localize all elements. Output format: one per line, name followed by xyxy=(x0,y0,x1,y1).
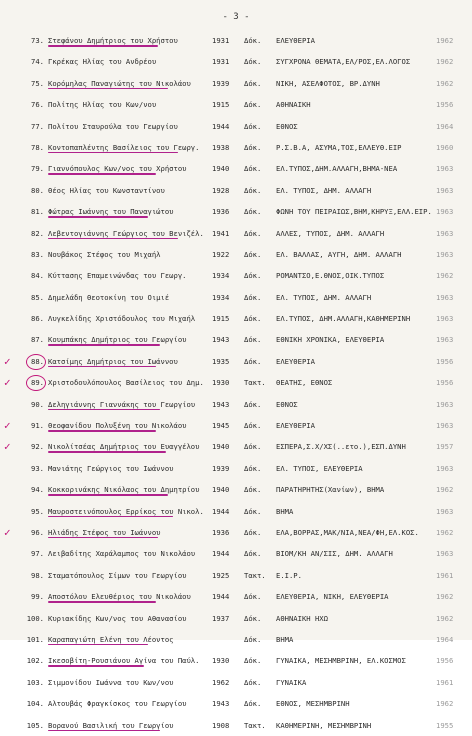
publications: ΑΛΛΕΣ, ΤΥΠΟΣ, ΔΗΜ. ΑΛΛΑΓΗ xyxy=(276,228,385,238)
entry-number: 89. xyxy=(31,378,44,388)
list-item xyxy=(0,265,472,286)
entry-number: 74. xyxy=(31,57,44,67)
member-category: Δόκ. xyxy=(244,634,262,644)
publications: ΘΕΑΤΗΣ, ΕΘΝΟΣ xyxy=(276,378,333,388)
registration-year: 1963 xyxy=(436,185,454,195)
member-name: Λυγκελίδης Χριστόδουλος του Μιχαήλ xyxy=(48,314,196,324)
list-item xyxy=(0,244,472,265)
entry-number: 91. xyxy=(31,421,44,431)
birth-year: 1936 xyxy=(212,207,230,217)
entry-number: 99. xyxy=(31,592,44,602)
entry-number: 94. xyxy=(31,485,44,495)
member-name: Κατσίμης Δημήτριος του Ιωάννου xyxy=(48,356,178,366)
member-name: Κορόμηλας Παναγιώτης του Νικολάου xyxy=(48,78,191,88)
member-name: Πολίτης Ηλίας του Κων/νου xyxy=(48,100,157,110)
member-name: Λειβαδίτης Χαράλαμπος του Νικολάου xyxy=(48,549,196,559)
member-category: Δόκ. xyxy=(244,442,262,452)
birth-year: 1937 xyxy=(212,613,230,623)
publications: ΕΘΝΟΣ, ΜΕΣΗΜΒΡΙΝΗ xyxy=(276,699,350,709)
birth-year: 1941 xyxy=(212,228,230,238)
member-category: Δόκ. xyxy=(244,78,262,88)
entry-number: 105. xyxy=(26,720,44,730)
birth-year: 1936 xyxy=(212,527,230,537)
birth-year: 1944 xyxy=(212,549,230,559)
entry-number: 77. xyxy=(31,121,44,131)
entry-number: 100. xyxy=(26,613,44,623)
birth-year: 1939 xyxy=(212,78,230,88)
member-name: Δημελάδη Θεοτοκίνη του Οιμιέ xyxy=(48,292,170,302)
member-name: Καραπαγιώτη Ελένη του Λέοντος xyxy=(48,634,174,644)
entry-number: 96. xyxy=(31,527,44,537)
publications: ΕΛΕΥΘΕΡΙΑ xyxy=(276,36,315,45)
member-category: Δόκ. xyxy=(244,207,262,217)
registration-year: 1963 xyxy=(436,314,454,324)
entry-number: 83. xyxy=(31,249,44,259)
birth-year: 1943 xyxy=(212,399,230,409)
list-item xyxy=(0,501,472,522)
member-category: Δόκ. xyxy=(244,549,262,559)
entry-number: 92. xyxy=(31,442,44,452)
list-item xyxy=(0,329,472,350)
birth-year: 1925 xyxy=(212,570,230,580)
entry-number: 75. xyxy=(31,78,44,88)
list-item xyxy=(0,394,472,415)
registration-year: 1955 xyxy=(436,720,454,730)
member-category: Δόκ. xyxy=(244,677,262,687)
registration-year: 1963 xyxy=(436,228,454,238)
entry-number: 84. xyxy=(31,271,44,281)
entry-number: 97. xyxy=(31,549,44,559)
publications: ΒΙΟΜ/ΚΗ ΑΝ/ΣΙΣ, ΔΗΜ. ΑΛΛΑΓΗ xyxy=(276,549,393,559)
registration-year: 1962 xyxy=(436,613,454,623)
registration-year: 1961 xyxy=(436,677,454,687)
member-name: Σταματόπουλος Σίμων του Γεωργίου xyxy=(48,570,187,580)
member-category: Δόκ. xyxy=(244,506,262,516)
list-item xyxy=(0,308,472,329)
list-item xyxy=(0,287,472,308)
publications: ΓΥΝΑΙΚΑ, ΜΕΣΗΜΒΡΙΝΗ, ΕΛ.ΚΟΣΜΟΣ xyxy=(276,656,406,666)
member-name: Σιμμονίδου Ιωάννα του Κων/νου xyxy=(48,677,174,687)
entry-number: 95. xyxy=(31,506,44,516)
list-item xyxy=(0,586,472,607)
publications: ΕΛ.ΤΥΠΟΣ, ΔΗΜ.ΑΛΛΑΓΗ,ΚΑΘΗΜΕΡΙΝΗ xyxy=(276,314,411,324)
publications: ΕΛΕΥΘΕΡΙΑ xyxy=(276,356,315,366)
pen-underline xyxy=(48,451,166,453)
member-category: Τακτ. xyxy=(244,570,266,580)
publications: ΑΘΗΝΑΙΚΗ xyxy=(276,100,311,110)
list-item xyxy=(0,715,472,736)
birth-year: 1928 xyxy=(212,185,230,195)
registration-year: 1964 xyxy=(436,121,454,131)
member-name: Κοντοπαπλέντης Βασίλειος του Γεωργ. xyxy=(48,142,200,152)
entry-number: 79. xyxy=(31,164,44,174)
entry-number: 80. xyxy=(31,185,44,195)
member-name: Χριστοδουλόπουλος Βασίλειος του Δημ. xyxy=(48,378,204,388)
member-category: Δόκ. xyxy=(244,121,262,131)
list-item xyxy=(0,458,472,479)
publications: ΡΟΜΑΝΤΣΟ,Ε.ΘΝΟΣ,ΟΙΚ.ΤΥΠΟΣ xyxy=(276,271,385,281)
member-category: Δόκ. xyxy=(244,656,262,666)
member-category: Δόκ. xyxy=(244,164,262,174)
birth-year: 1934 xyxy=(212,292,230,302)
member-category: Δόκ. xyxy=(244,527,262,537)
member-name: Κουμπάκης Δημήτριος του Γεωργίου xyxy=(48,335,187,345)
member-name: Στεφάνου Δημήτριος του Χρήστου xyxy=(48,36,178,45)
list-item xyxy=(0,137,472,158)
registration-year: 1962 xyxy=(436,485,454,495)
page-number: - 3 - xyxy=(222,12,250,22)
entry-number: 78. xyxy=(31,142,44,152)
entry-number: 85. xyxy=(31,292,44,302)
registration-year: 1963 xyxy=(436,549,454,559)
registration-year: 1956 xyxy=(436,378,454,388)
registration-year: 1956 xyxy=(436,356,454,366)
publications: ΕΣΠΕΡΑ,Σ.Χ/ΧΣ(..ετο.),ΕΣΠ.ΔΥΝΗ xyxy=(276,442,406,452)
pen-underline xyxy=(48,173,156,175)
list-item xyxy=(0,608,472,629)
pen-underline xyxy=(48,45,158,47)
publications: ΕΛ. ΒΑΛΛΑΣ, ΑΥΓΗ, ΔΗΜ. ΑΛΛΑΓΗ xyxy=(276,249,402,259)
entry-number: 87. xyxy=(31,335,44,345)
publications: ΕΘΝΟΣ xyxy=(276,399,298,409)
entry-number: 104. xyxy=(26,699,44,709)
check-mark-icon: ✓ xyxy=(4,440,11,454)
member-name: Μαυροστεινόπουλος Ερρίκος του Νικολ. xyxy=(48,506,204,516)
member-category: Δόκ. xyxy=(244,421,262,431)
member-category: Δόκ. xyxy=(244,335,262,345)
registration-year: 1956 xyxy=(436,656,454,666)
member-category: Δόκ. xyxy=(244,185,262,195)
birth-year: 1934 xyxy=(212,271,230,281)
member-category: Δόκ. xyxy=(244,356,262,366)
birth-year: 1940 xyxy=(212,485,230,495)
publications: ΝΙΚΗ, ΑΣΕΛΦΟΤΟΣ, ΒΡ.ΔΥΝΗ xyxy=(276,78,380,88)
list-item xyxy=(0,73,472,94)
entry-number: 76. xyxy=(31,100,44,110)
publications: ΕΘΝΙΚΗ ΧΡΟΝΙΚΑ, ΕΛΕΥΘΕΡΙΑ xyxy=(276,335,385,345)
member-category: Δόκ. xyxy=(244,228,262,238)
pen-underline xyxy=(48,216,148,218)
pen-underline xyxy=(48,601,156,603)
member-category: Δόκ. xyxy=(244,592,262,602)
member-name: Αποστόλου Ελευθέριος του Νικολάου xyxy=(48,592,191,602)
member-name: Ηλιάδης Στέφος του Ιωάννου xyxy=(48,527,161,537)
pen-underline xyxy=(48,730,160,732)
publications: ΣΥΓΧΡΟΝΑ ΘΕΜΑΤΑ,ΕΛ/ΡΟΣ,ΕΛ.ΛΟΓΟΣ xyxy=(276,57,411,67)
member-list xyxy=(0,30,472,736)
member-name: Κοκκορινάκης Νικόλαος του Δημητρίου xyxy=(48,485,200,495)
list-item xyxy=(0,116,472,137)
member-category: Τακτ. xyxy=(244,720,266,730)
registration-year: 1960 xyxy=(436,142,454,152)
registration-year: 1962 xyxy=(436,271,454,281)
member-category: Δόκ. xyxy=(244,271,262,281)
registration-year: 1963 xyxy=(436,463,454,473)
birth-year: 1915 xyxy=(212,314,230,324)
member-name: Φώτρας Ιωάννης του Παναγιώτου xyxy=(48,207,174,217)
list-item xyxy=(0,51,472,72)
birth-year: 1943 xyxy=(212,335,230,345)
check-mark-icon: ✓ xyxy=(4,525,11,539)
check-mark-icon: ✓ xyxy=(4,376,11,390)
birth-year: 1930 xyxy=(212,656,230,666)
list-item xyxy=(0,693,472,714)
list-item xyxy=(0,158,472,179)
list-item xyxy=(0,479,472,500)
member-name: Θέος Ηλίας του Κωνσταντίνου xyxy=(48,185,165,195)
publications: ΚΑΘΗΜΕΡΙΝΗ, ΜΕΣΗΜΒΡΙΝΗ xyxy=(276,720,372,730)
birth-year: 1943 xyxy=(212,699,230,709)
member-name: Νουβάκος Στέφος του Μιχαήλ xyxy=(48,249,161,259)
member-category: Δόκ. xyxy=(244,142,262,152)
birth-year: 1938 xyxy=(212,142,230,152)
birth-year: 1931 xyxy=(212,36,230,45)
entry-number: 102. xyxy=(26,656,44,666)
registration-year: 1963 xyxy=(436,399,454,409)
entry-number: 88. xyxy=(31,356,44,366)
member-name: Νικολίτσέας Δημήτριος του Ευαγγέλου xyxy=(48,442,200,452)
registration-year: 1963 xyxy=(436,164,454,174)
registration-year: 1963 xyxy=(436,421,454,431)
publications: ΕΛ. ΤΥΠΟΣ, ΕΛΕΥΘΕΡΙΑ xyxy=(276,463,363,473)
entry-number: 93. xyxy=(31,463,44,473)
member-name: Πολίτου Σταυρούλα του Γεωργίου xyxy=(48,121,178,131)
publications: ΕΛΕΥΘΕΡΙΑ xyxy=(276,421,315,431)
birth-year: 1940 xyxy=(212,442,230,452)
registration-year: 1962 xyxy=(436,36,454,45)
publications: ΠΑΡΑΤΗΡΗΤΗΣ(Χανίων), ΒΗΜΑ xyxy=(276,485,385,495)
birth-year: 1944 xyxy=(212,121,230,131)
member-category: Δόκ. xyxy=(244,699,262,709)
registration-year: 1962 xyxy=(436,699,454,709)
publications: ΑΘΗΝΑΙΚΗ ΗΧΩ xyxy=(276,613,328,623)
member-name: Γιαννόπουλος Κων/νος του Χρήστου xyxy=(48,164,187,174)
publications: ΕΛ.ΤΥΠΟΣ,ΔΗΜ.ΑΛΛΑΓΗ,ΒΗΜΑ-ΝΕΑ xyxy=(276,164,398,174)
pen-underline xyxy=(48,238,178,240)
check-mark-icon: ✓ xyxy=(4,354,11,368)
list-item xyxy=(0,372,472,393)
birth-year: 1930 xyxy=(212,378,230,388)
list-item xyxy=(0,543,472,564)
member-category: Δόκ. xyxy=(244,463,262,473)
registration-year: 1962 xyxy=(436,78,454,88)
birth-year: 1935 xyxy=(212,356,230,366)
birth-year: 1908 xyxy=(212,720,230,730)
publications: ΓΥΝΑΙΚΑ xyxy=(276,677,307,687)
publications: ΕΛΕΥΘΕΡΙΑ, ΝΙΚΗ, ΕΛΕΥΘΕΡΙΑ xyxy=(276,592,389,602)
registration-year: 1956 xyxy=(436,100,454,110)
publications: ΒΗΜΑ xyxy=(276,634,294,644)
list-item xyxy=(0,522,472,543)
entry-number: 81. xyxy=(31,207,44,217)
member-name: Ικεσοβίτη-Ρουσιάνου Αγίνα του Παύλ. xyxy=(48,656,200,666)
publications: ΕΘΝΟΣ xyxy=(276,121,298,131)
list-item xyxy=(0,94,472,115)
registration-year: 1963 xyxy=(436,207,454,217)
publications: Ρ.Σ.Β.Α, ΑΣΥΜΑ,ΤΟΣ,ΕΛΛΕΥΘ.ΕΙΡ xyxy=(276,142,402,152)
pen-underline xyxy=(48,665,144,667)
entry-number: 82. xyxy=(31,228,44,238)
publications: Ε.Ι.Ρ. xyxy=(276,570,302,580)
member-name: Δεληγιάννης Γιαννάκης του Γεωργίου xyxy=(48,399,196,409)
pen-underline xyxy=(48,430,156,432)
registration-year: 1957 xyxy=(436,442,454,452)
birth-year: 1922 xyxy=(212,249,230,259)
list-item xyxy=(0,180,472,201)
member-category: Δόκ. xyxy=(244,399,262,409)
member-category: Δόκ. xyxy=(244,314,262,324)
pen-underline xyxy=(48,344,160,346)
birth-year: 1944 xyxy=(212,592,230,602)
entry-number: 86. xyxy=(31,314,44,324)
check-mark-icon: ✓ xyxy=(4,419,11,433)
publications: ΒΗΜΑ xyxy=(276,506,294,516)
member-name: Θεοφανίδου Πολυξένη του Νικολάου xyxy=(48,421,187,431)
member-category: Δόκ. xyxy=(244,613,262,623)
entry-number: 101. xyxy=(26,634,44,644)
birth-year: 1944 xyxy=(212,506,230,516)
birth-year: 1945 xyxy=(212,421,230,431)
registration-year: 1963 xyxy=(436,249,454,259)
member-name: Μανιάτης Γεώργιος του Ιωάννου xyxy=(48,463,174,473)
member-name: Βορανού Βασιλική του Γεωργίου xyxy=(48,720,174,730)
list-item xyxy=(0,672,472,693)
birth-year: 1962 xyxy=(212,677,230,687)
registration-year: 1963 xyxy=(436,292,454,302)
member-category: Δόκ. xyxy=(244,249,262,259)
member-category: Δόκ. xyxy=(244,100,262,110)
registration-year: 1962 xyxy=(436,57,454,67)
birth-year: 1931 xyxy=(212,57,230,67)
registration-year: 1961 xyxy=(436,570,454,580)
member-name: Κύττασης Επαμεινώνδας του Γεωργ. xyxy=(48,271,187,281)
list-item xyxy=(0,415,472,436)
entry-number: 73. xyxy=(31,36,44,45)
list-item xyxy=(0,201,472,222)
publications: ΦΩΝΗ ΤΟΥ ΠΕΙΡΑΙΩΣ,ΒΗΜ,ΚΗΡΥΞ,ΕΛΛ.ΕΙΡ. xyxy=(276,207,432,217)
list-item xyxy=(0,565,472,586)
publications: ΕΛΑ,ΒΟΡΡΑΣ,ΜΑΚ/ΝΙΑ,ΝΕΑ/ΦΗ,ΕΛ.ΚΟΣ. xyxy=(276,527,419,537)
member-category: Δόκ. xyxy=(244,36,262,45)
member-name: Λεβεντογιάννης Γεώργιος του Βενιζέλ. xyxy=(48,228,204,238)
list-item xyxy=(0,436,472,457)
publications: ΕΛ. ΤΥΠΟΣ, ΔΗΜ. ΑΛΛΑΓΗ xyxy=(276,292,372,302)
registration-year: 1962 xyxy=(436,527,454,537)
birth-year: 1915 xyxy=(212,100,230,110)
entry-number: 90. xyxy=(31,399,44,409)
list-item xyxy=(0,223,472,244)
pen-underline xyxy=(48,516,173,518)
entry-number: 98. xyxy=(31,570,44,580)
registration-year: 1963 xyxy=(436,335,454,345)
registration-year: 1962 xyxy=(436,592,454,602)
list-item xyxy=(0,351,472,372)
member-category: Δόκ. xyxy=(244,485,262,495)
member-name: Κυριακίδης Κων/νος του Αθανασίου xyxy=(48,613,187,623)
member-name: Γκρέκας Ηλίας του Ανδρέου xyxy=(48,57,157,67)
pen-underline xyxy=(48,409,160,411)
member-category: Δόκ. xyxy=(244,292,262,302)
pen-circle-mark xyxy=(26,354,46,370)
registration-year: 1964 xyxy=(436,634,454,644)
entry-number: 103. xyxy=(26,677,44,687)
registration-year: 1963 xyxy=(436,506,454,516)
member-name: Αλτουβάς Φραγκίσκος του Γεωργίου xyxy=(48,699,187,709)
member-category: Τακτ. xyxy=(244,378,266,388)
pen-underline xyxy=(48,494,168,496)
birth-year: 1940 xyxy=(212,164,230,174)
list-item xyxy=(0,30,472,51)
birth-year: 1939 xyxy=(212,463,230,473)
publications: ΕΛ. ΤΥΠΟΣ, ΔΗΜ. ΑΛΛΑΓΗ xyxy=(276,185,372,195)
member-category: Δόκ. xyxy=(244,57,262,67)
list-item xyxy=(0,650,472,671)
